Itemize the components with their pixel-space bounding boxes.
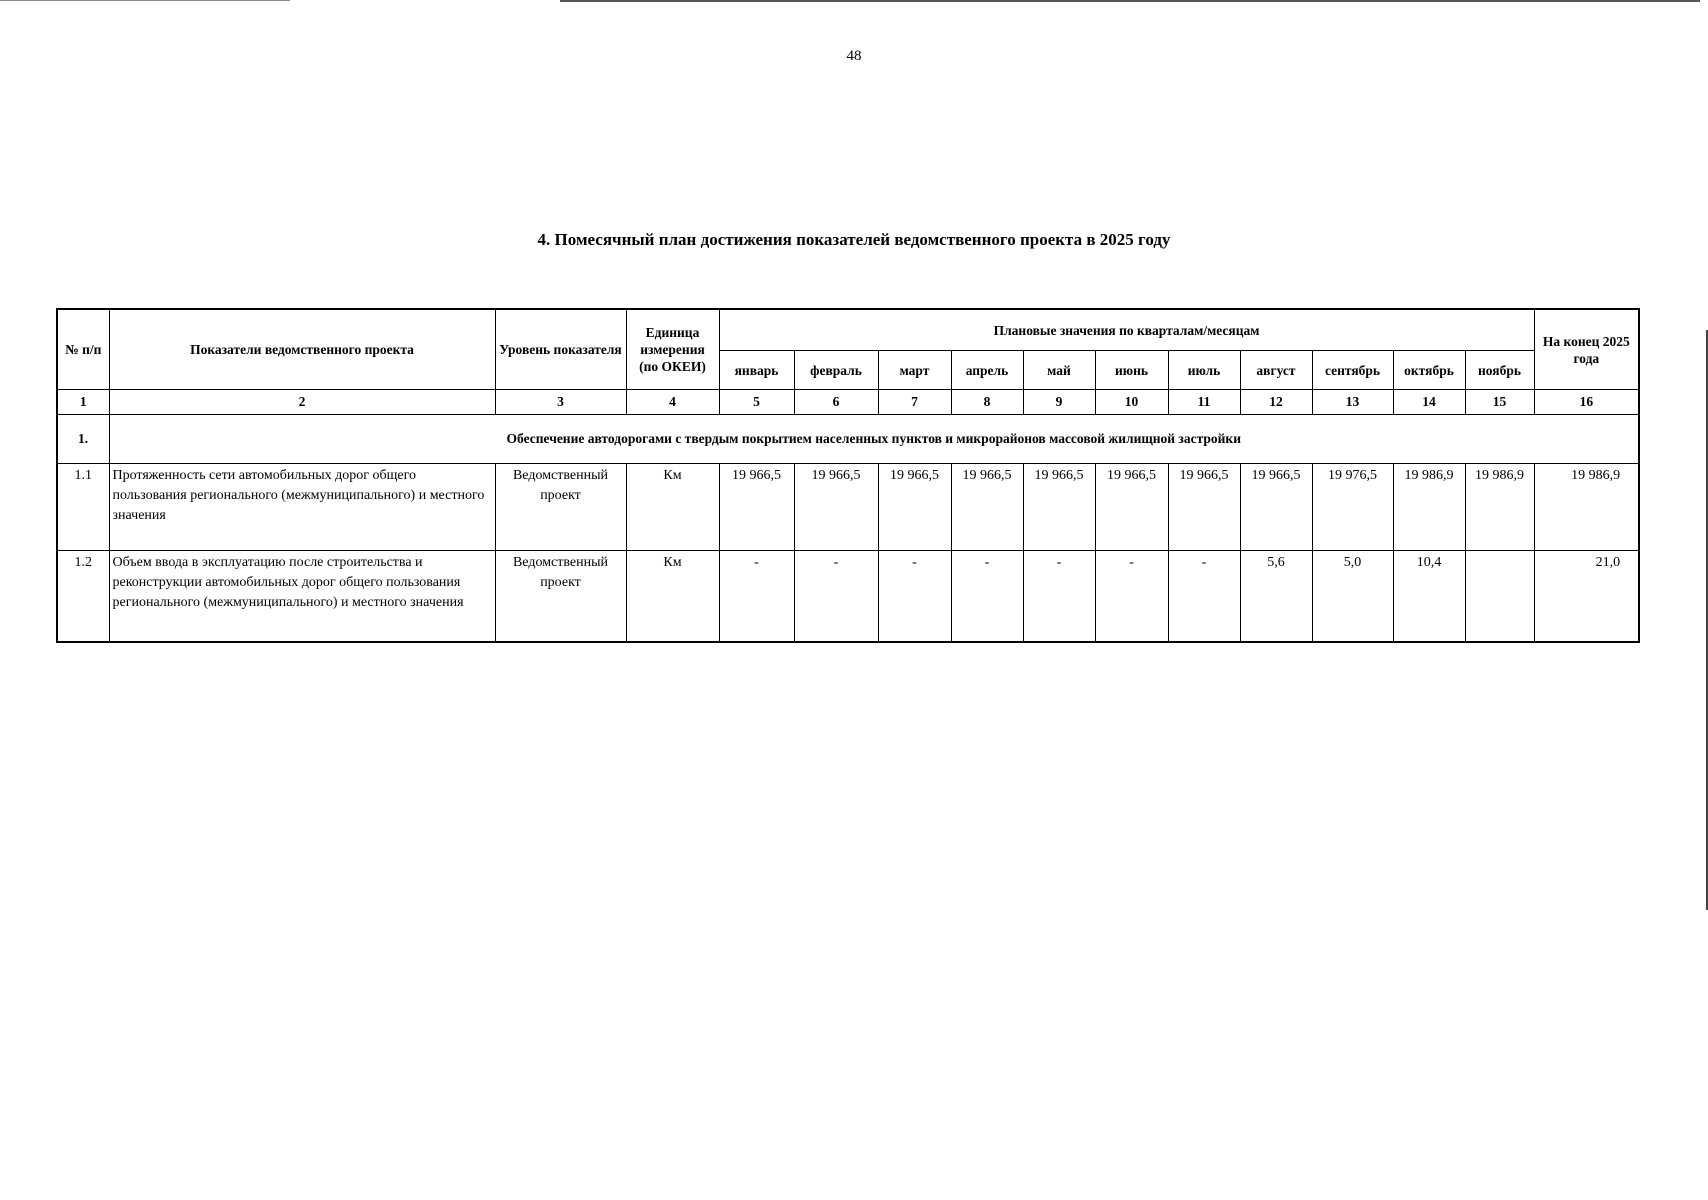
indicator-level: Ведомственный проект	[495, 464, 626, 551]
header-level: Уровень показателя	[495, 309, 626, 390]
page-number: 48	[846, 48, 862, 64]
column-number: 8	[951, 390, 1023, 415]
row-number: 1.2	[57, 551, 109, 643]
month-value: -	[1168, 551, 1240, 643]
section-number: 1.	[57, 415, 109, 464]
column-number: 1	[57, 390, 109, 415]
end-of-year-value: 19 986,9	[1534, 464, 1639, 551]
header-month: июль	[1168, 351, 1240, 390]
month-value	[1465, 551, 1534, 643]
column-number: 16	[1534, 390, 1639, 415]
month-value: -	[878, 551, 951, 643]
end-of-year-value: 21,0	[1534, 551, 1639, 643]
header-month: октябрь	[1393, 351, 1465, 390]
column-number: 11	[1168, 390, 1240, 415]
header-month: февраль	[794, 351, 878, 390]
header-row	[57, 309, 1639, 351]
header-month: май	[1023, 351, 1095, 390]
indicator-name: Протяженность сети автомобильных дорог общего пользования регионального (межмуниципального) и местного значения	[109, 464, 495, 551]
column-number: 12	[1240, 390, 1312, 415]
month-value: 19 966,5	[719, 464, 794, 551]
header-month: август	[1240, 351, 1312, 390]
column-number: 9	[1023, 390, 1095, 415]
month-value: 19 966,5	[1240, 464, 1312, 551]
column-number: 6	[794, 390, 878, 415]
month-value: -	[719, 551, 794, 643]
scan-line	[560, 0, 1700, 2]
header-month: март	[878, 351, 951, 390]
month-value: -	[794, 551, 878, 643]
table-row	[57, 464, 1639, 551]
month-value: 5,6	[1240, 551, 1312, 643]
table-row	[57, 551, 1639, 643]
month-value: 19 986,9	[1465, 464, 1534, 551]
header-month: апрель	[951, 351, 1023, 390]
month-value: -	[1023, 551, 1095, 643]
month-value: 19 966,5	[951, 464, 1023, 551]
month-value: 19 966,5	[1168, 464, 1240, 551]
column-number: 4	[626, 390, 719, 415]
header-unit: Единица измерения (по ОКЕИ)	[626, 309, 719, 390]
scan-line	[0, 0, 290, 1]
column-number: 3	[495, 390, 626, 415]
column-number: 7	[878, 390, 951, 415]
column-numbers-row	[57, 390, 1639, 415]
header-month: январь	[719, 351, 794, 390]
month-value: 19 966,5	[794, 464, 878, 551]
indicator-name: Объем ввода в эксплуатацию после строительства и реконструкции автомобильных дорог общего пользования регионального (межмуниципального) и местного значения	[109, 551, 495, 643]
indicator-level: Ведомственный проект	[495, 551, 626, 643]
month-value: 19 966,5	[878, 464, 951, 551]
header-end-of-year: На конец 2025 года	[1534, 309, 1639, 390]
monthly-plan-table	[56, 308, 1640, 643]
column-number: 14	[1393, 390, 1465, 415]
column-number: 5	[719, 390, 794, 415]
month-value: 19 966,5	[1095, 464, 1168, 551]
column-number: 2	[109, 390, 495, 415]
header-num: № п/п	[57, 309, 109, 390]
indicator-unit: Км	[626, 464, 719, 551]
indicator-unit: Км	[626, 551, 719, 643]
month-value: 10,4	[1393, 551, 1465, 643]
month-value: 19 976,5	[1312, 464, 1393, 551]
month-value: 19 986,9	[1393, 464, 1465, 551]
column-number: 10	[1095, 390, 1168, 415]
month-value: -	[951, 551, 1023, 643]
header-month: июнь	[1095, 351, 1168, 390]
scan-top-edge	[0, 0, 1708, 3]
column-number: 15	[1465, 390, 1534, 415]
month-value: 19 966,5	[1023, 464, 1095, 551]
header-planned-values: Плановые значения по кварталам/месяцам	[719, 309, 1534, 351]
row-number: 1.1	[57, 464, 109, 551]
document-title: 4. Помесячный план достижения показателей ведомственного проекта в 2025 году	[537, 230, 1171, 249]
header-indicator: Показатели ведомственного проекта	[109, 309, 495, 390]
section-row	[57, 415, 1639, 464]
month-value: 5,0	[1312, 551, 1393, 643]
section-title: Обеспечение автодорогами с твердым покрытием населенных пунктов и микрорайонов массовой жилищной застройки	[109, 415, 1639, 464]
month-value: -	[1095, 551, 1168, 643]
header-month: ноябрь	[1465, 351, 1534, 390]
column-number: 13	[1312, 390, 1393, 415]
header-month: сентябрь	[1312, 351, 1393, 390]
